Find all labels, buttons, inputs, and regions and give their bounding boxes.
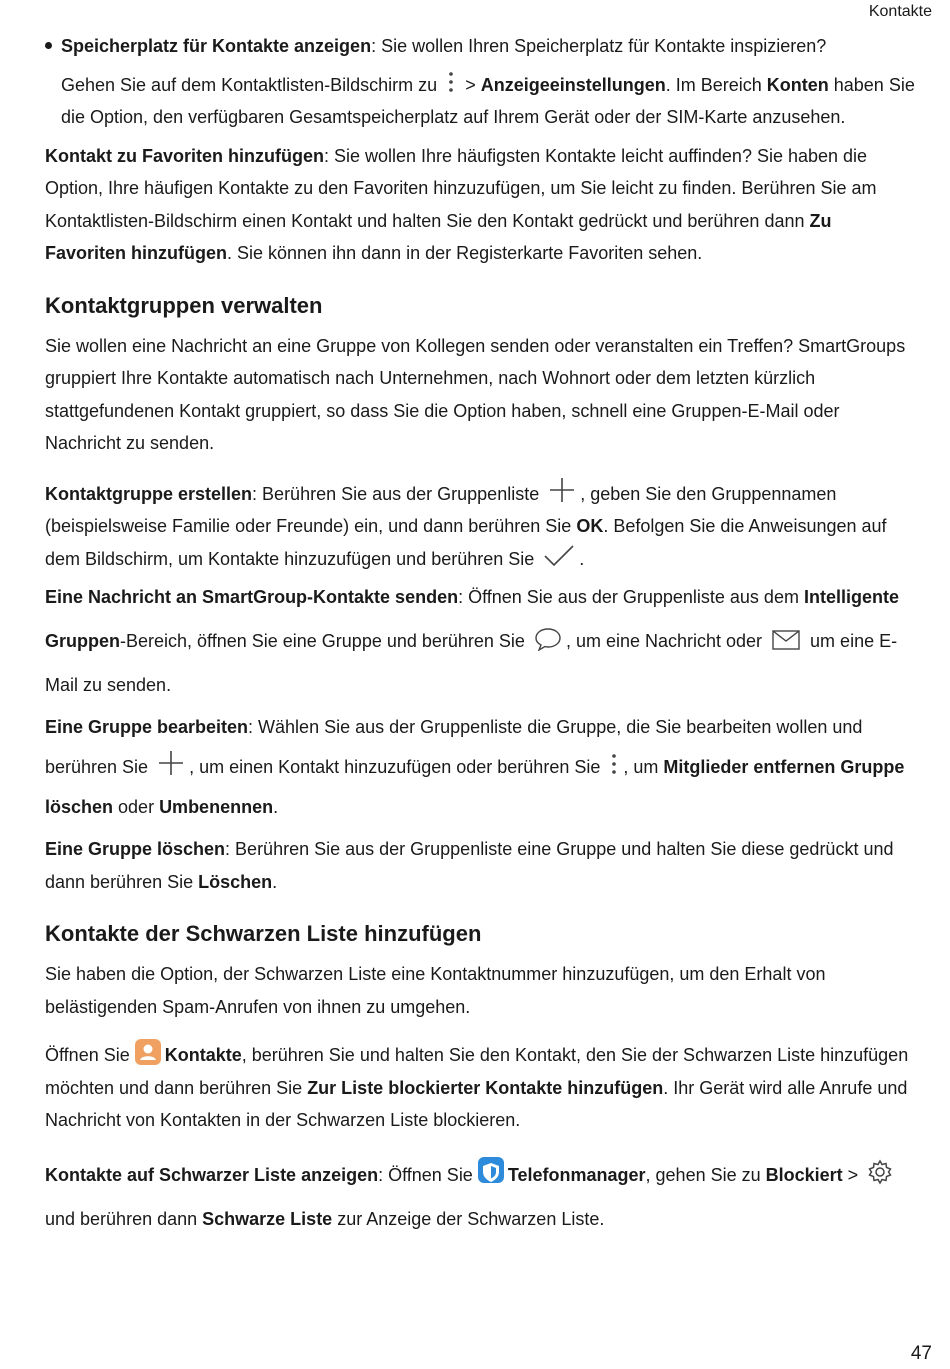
contacts-app-icon <box>135 1039 161 1065</box>
paragraph-favorites: Kontakt zu Favoriten hinzufügen: Sie wollen Ihre häufigsten Kontakte leicht auffinden? Sie haben die Option, Ihre häufigen Kontakte zu den Favoriten hinzuzufügen, um Sie leicht zu finden. Berühren Sie am Kontaktlisten-Bildschirm einen Kontakt und halten Sie den Kontakt gedrückt und berühren dann Zu Favoriten hinzufügen. Sie können ihn dann in der Registerkarte Favoriten sehen. <box>45 145 877 263</box>
paragraph-blacklist-add: Öffnen Sie Kontakte, berühren Sie und halten Sie den Kontakt, den Sie der Schwarzen Liste hinzufügen möchten und dann berühren Sie Zur Liste blockierter Kontakte hinzufügen. Ihr Gerät wird alle Anrufe und Nachricht von Kontakten in der Schwarzen Liste blockieren. <box>45 1039 915 1137</box>
plus-icon <box>157 749 185 777</box>
paragraph-smartgroups: Sie wollen eine Nachricht an eine Gruppe von Kollegen senden oder veranstalten ein Treffen? SmartGroups gruppiert Ihre Kontakte automatisch nach Unternehmen, nach Wohnort oder dem letzten kürzlich stattgefundenen Kontakt gruppiert, so dass Sie die Option haben, schnell eine Gruppen-E-Mail oder Nachricht zu senden. <box>45 335 906 453</box>
checkmark-icon <box>543 543 575 569</box>
paragraph-create-group: Kontaktgruppe erstellen: Berühren Sie aus der Gruppenliste , geben Sie den Gruppennamen (beispielsweise Familie oder Freunde) ein, und dann berühren Sie OK. Befolgen Sie die Anweisungen auf dem Bildschirm, um Kontakte hinzuzufügen und berühren Sie . <box>45 476 915 576</box>
message-bubble-icon <box>534 627 562 651</box>
paragraph-storage: Speicherplatz für Kontakte anzeigen: Sie wollen Ihren Speicherplatz für Kontakte inspizieren? <box>45 30 915 63</box>
more-vertical-icon <box>609 753 619 777</box>
more-vertical-icon <box>446 71 456 95</box>
paragraph-send-message: Eine Nachricht an SmartGroup-Kontakte senden: Öffnen Sie aus der Gruppenliste aus dem Intelligente Gruppen-Bereich, öffnen Sie eine Gruppe und berühren Sie , um eine Nachricht oder um eine E-Mail zu senden. <box>45 587 899 695</box>
phone-manager-app-icon <box>478 1157 504 1183</box>
paragraph-edit-group: Eine Gruppe bearbeiten: Wählen Sie aus der Gruppenliste die Gruppe, die Sie bearbeiten wollen und berühren Sie , um einen Kontakt hinzuzufügen oder berühren Sie , um Mitglieder entfernen Gruppe löschen oder Umbenennen. <box>45 717 905 817</box>
page-content <box>45 30 915 1241</box>
paragraph-blacklist-view: Kontakte auf Schwarzer Liste anzeigen: Öffnen Sie Telefonmanager, gehen Sie zu Blockiert > und berühren dann Schwarze Liste zur Anzeige der Schwarzen Liste. <box>45 1153 915 1241</box>
paragraph-storage-detail: Gehen Sie auf dem Kontaktlisten-Bildschirm zu > Anzeigeeinstellungen. Im Bereich Konten haben Sie die Option, den verfügbaren Gesamtspeicherplatz auf Ihrem Gerät oder der SIM-Karte anzusehen. <box>45 69 915 134</box>
heading-blacklist: Kontakte der Schwarzen Liste hinzufügen <box>45 921 482 946</box>
paragraph-delete-group: Eine Gruppe löschen: Berühren Sie aus der Gruppenliste eine Gruppe und halten Sie diese gedrückt und dann berühren Sie Löschen. <box>45 839 894 892</box>
page-number: 47 <box>910 1343 932 1364</box>
running-header: Kontakte <box>868 3 932 20</box>
envelope-icon <box>771 629 801 651</box>
term-storage: Speicherplatz für Kontakte anzeigen <box>61 36 372 56</box>
paragraph-blacklist-intro: Sie haben die Option, der Schwarzen Liste eine Kontaktnummer hinzuzufügen, um den Erhalt von belästigenden Spam-Anrufen von ihnen zu umgehen. <box>45 964 826 1017</box>
plus-icon <box>548 476 576 504</box>
gear-icon <box>867 1159 893 1185</box>
heading-manage-groups: Kontaktgruppen verwalten <box>45 292 323 318</box>
